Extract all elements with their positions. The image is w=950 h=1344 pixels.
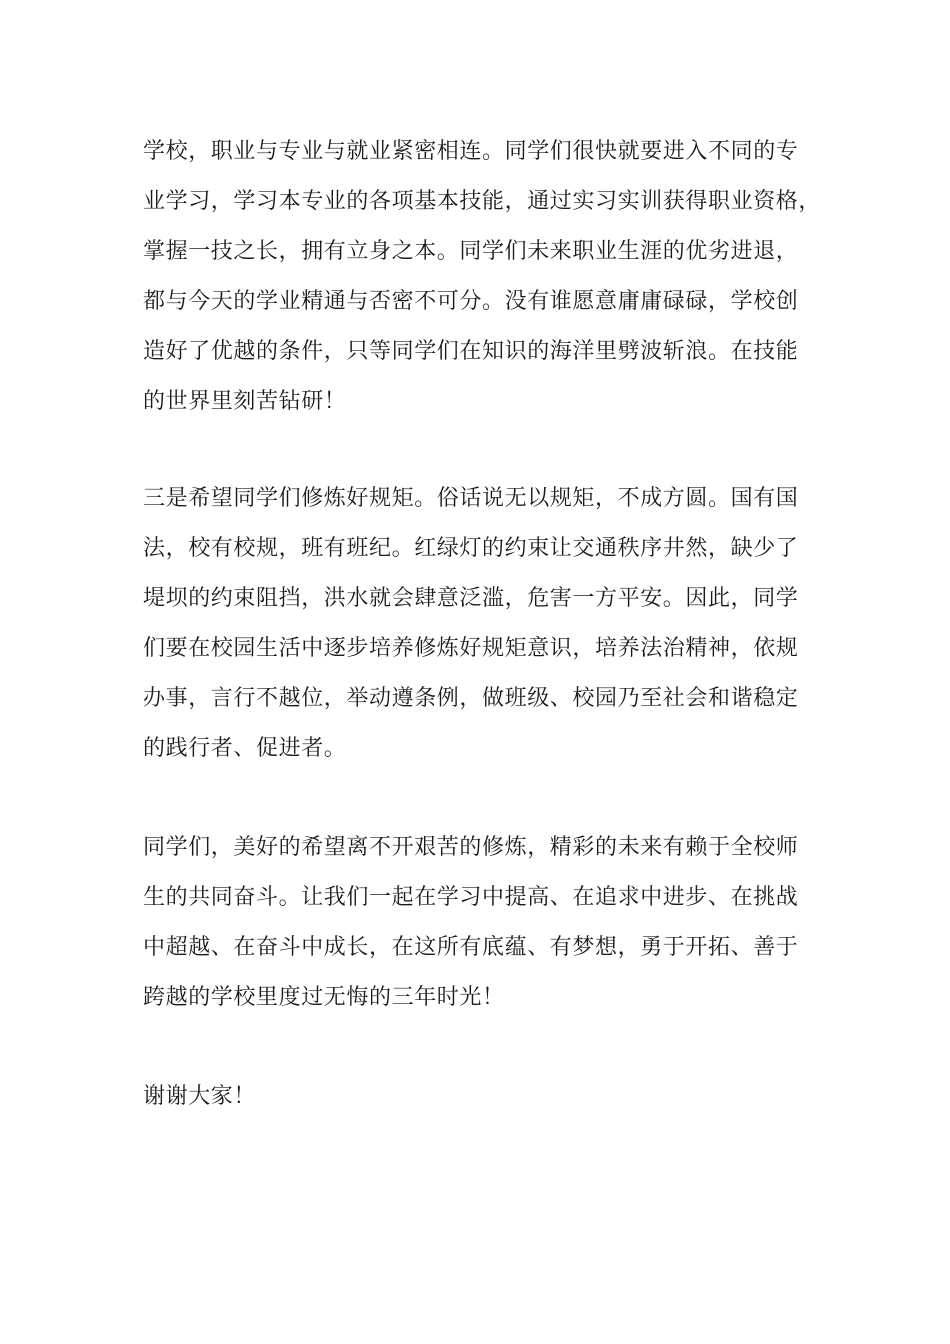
paragraph-career-skills: [143, 127, 822, 427]
text-line: 法，校有校规，班有班纪。红绿灯的约束让交通秩序井然，缺少了: [143, 536, 799, 561]
text-line: 生的共同奋斗。让我们一起在学习中提高、在追求中进步、在挑战: [143, 885, 799, 910]
text-line: 学校，职业与专业与就业紧密相连。同学们很快就要进入不同的专: [143, 139, 799, 164]
text-line: 同学们，美好的希望离不开艰苦的修炼，精彩的未来有赖于全校师: [143, 835, 799, 860]
text-line: 业学习，学习本专业的各项基本技能，通过实习实训获得职业资格，: [143, 189, 822, 214]
text-line: 谢谢大家！: [143, 1084, 257, 1109]
paragraph-closing-wishes: [143, 823, 815, 1023]
text-line: 办事，言行不越位，举动遵条例，做班级、校园乃至社会和谐稳定: [143, 686, 799, 711]
paragraph-rules: [143, 474, 815, 774]
text-line: 跨越的学校里度过无悔的三年时光！: [143, 985, 505, 1010]
text-line: 掌握一技之长，拥有立身之本。同学们未来职业生涯的优劣进退，: [143, 239, 799, 264]
text-line: 中超越、在奋斗中成长，在这所有底蕴、有梦想，勇于开拓、善于: [143, 935, 799, 960]
text-line: 三是希望同学们修炼好规矩。俗话说无以规矩，不成方圆。国有国: [143, 486, 799, 511]
text-line: 的世界里刻苦钻研！: [143, 389, 347, 414]
text-line: 堤坝的约束阻挡，洪水就会肆意泛滥，危害一方平安。因此，同学: [143, 586, 799, 611]
paragraph-thanks: [143, 1072, 815, 1122]
text-line: 造好了优越的条件，只等同学们在知识的海洋里劈波斩浪。在技能: [143, 339, 799, 364]
text-line: 们要在校园生活中逐步培养修炼好规矩意识，培养法治精神，依规: [143, 636, 799, 661]
text-line: 的践行者、促进者。: [143, 736, 347, 761]
text-line: 都与今天的学业精通与否密不可分。没有谁愿意庸庸碌碌，学校创: [143, 289, 799, 314]
